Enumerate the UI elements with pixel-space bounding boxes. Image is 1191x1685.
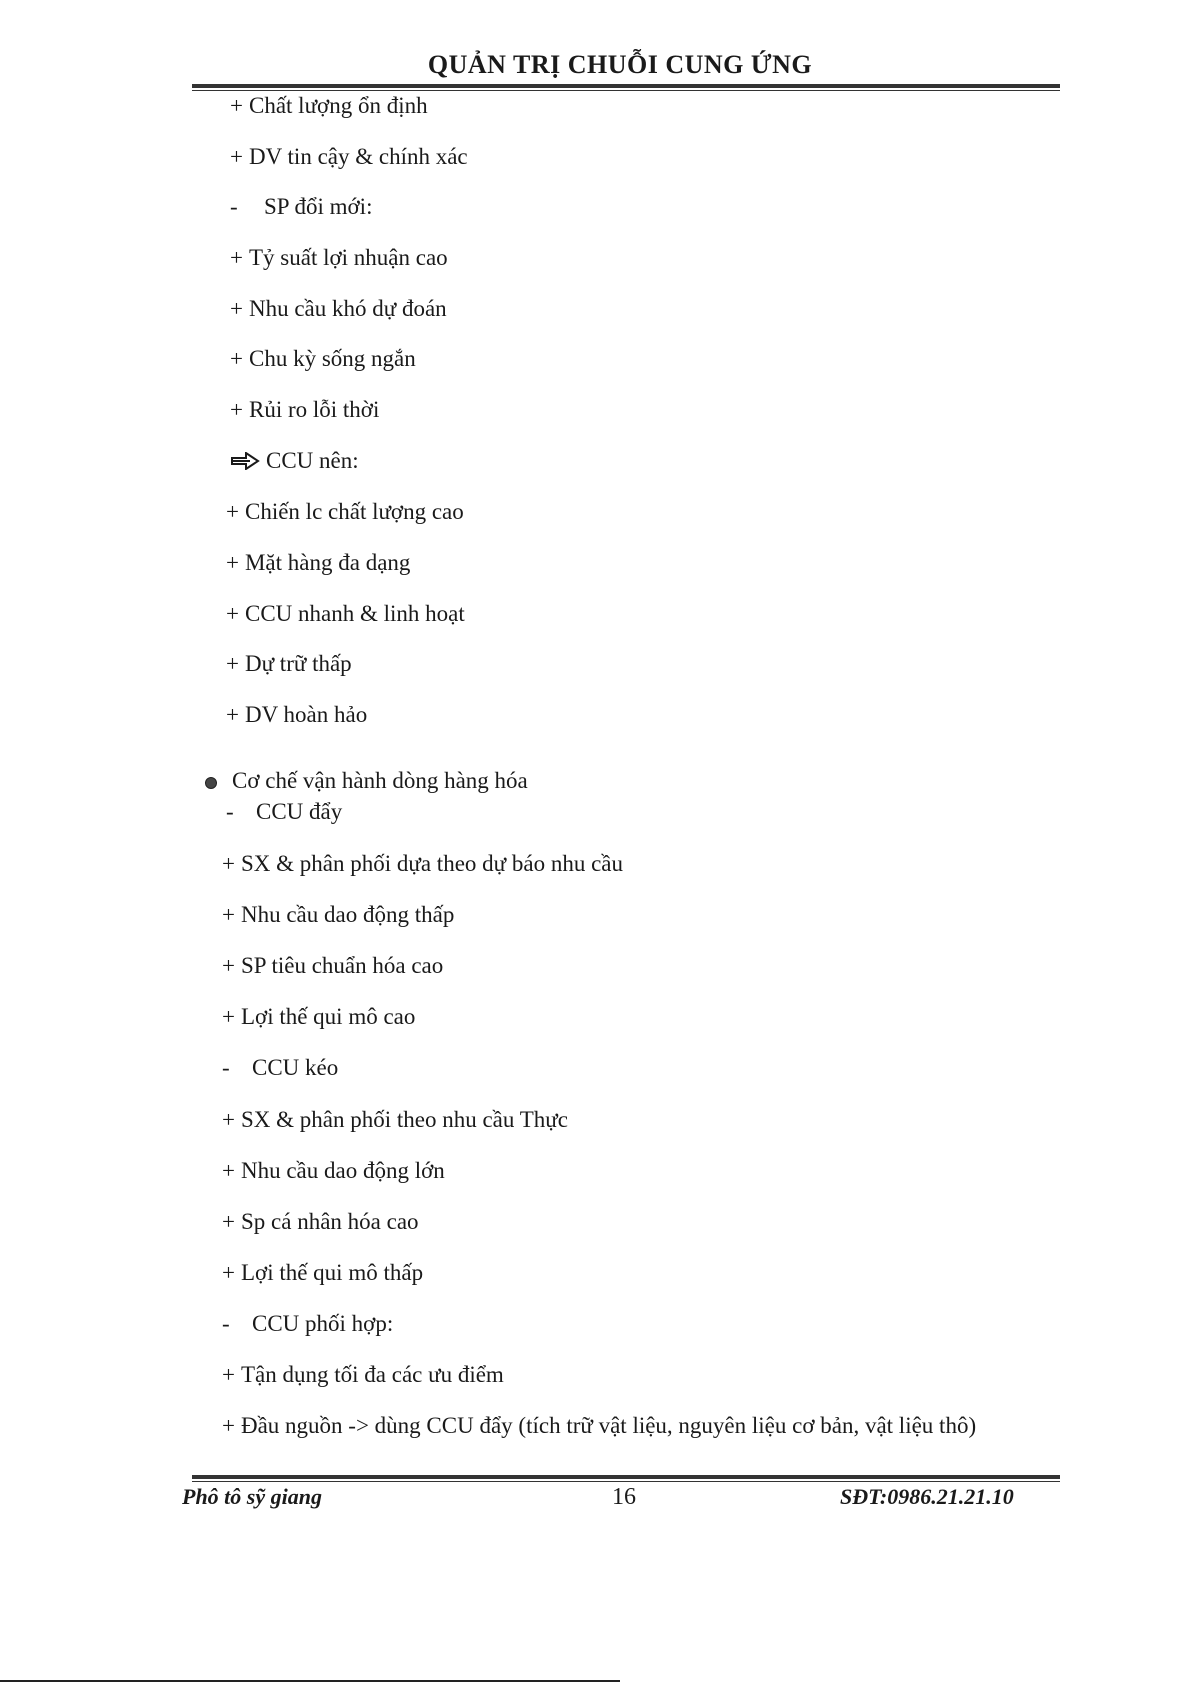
list-item: + Dự trữ thấp [226, 651, 352, 676]
list-item: + SP tiêu chuẩn hóa cao [222, 953, 444, 978]
section-heading: Cơ chế vận hành dòng hàng hóa [232, 768, 528, 793]
scan-edge-line [0, 1680, 620, 1682]
page-number: 16 [612, 1484, 636, 1510]
list-item: - CCU đẩy [226, 799, 343, 824]
list-item: + Đầu nguồn -> dùng CCU đẩy (tích trữ vật liệu, nguyên liệu cơ bản, vật liệu thô) [222, 1413, 977, 1438]
list-item: + SX & phân phối dựa theo dự báo nhu cầu [222, 851, 623, 876]
list-item: + Tỷ suất lợi nhuận cao [230, 245, 448, 270]
page-title: QUẢN TRỊ CHUỖI CUNG ỨNG [427, 50, 813, 79]
list-item: CCU nên: [230, 447, 359, 475]
bullet-icon [205, 777, 217, 789]
list-item: + Lợi thế qui mô cao [222, 1004, 416, 1029]
list-item: + SX & phân phối theo nhu cầu Thực [222, 1107, 568, 1132]
list-item: + Chiến lc chất lượng cao [226, 499, 464, 524]
footer-rule [192, 1475, 1060, 1479]
list-item: - CCU kéo [222, 1055, 339, 1080]
list-item: + CCU nhanh & linh hoạt [226, 601, 465, 626]
list-item: + DV tin cậy & chính xác [230, 144, 468, 169]
header-rule-thin [192, 90, 1060, 91]
footer-shop-name: Phô tô sỹ giang [182, 1484, 322, 1509]
list-item: + Chất lượng ổn định [230, 93, 428, 118]
list-item: + Mặt hàng đa dạng [226, 550, 411, 575]
list-item: + Nhu cầu dao động thấp [222, 902, 455, 927]
list-item: - SP đổi mới: [230, 194, 373, 219]
list-item: + Lợi thế qui mô thấp [222, 1260, 424, 1285]
list-item: + Sp cá nhân hóa cao [222, 1209, 419, 1234]
list-item: + DV hoàn hảo [226, 702, 368, 727]
list-item: + Tận dụng tối đa các ưu điểm [222, 1362, 504, 1387]
list-item: + Chu kỳ sống ngắn [230, 346, 416, 371]
list-item: + Nhu cầu khó dự đoán [230, 296, 447, 321]
list-item: + Rủi ro lỗi thời [230, 397, 380, 422]
list-item: + Nhu cầu dao động lớn [222, 1158, 445, 1183]
footer-phone: SĐT:0986.21.21.10 [840, 1484, 1014, 1509]
list-item: - CCU phối hợp: [222, 1311, 394, 1336]
footer-rule-thin [192, 1481, 1060, 1482]
header-rule [192, 84, 1060, 88]
arrow-right-icon [230, 452, 260, 470]
